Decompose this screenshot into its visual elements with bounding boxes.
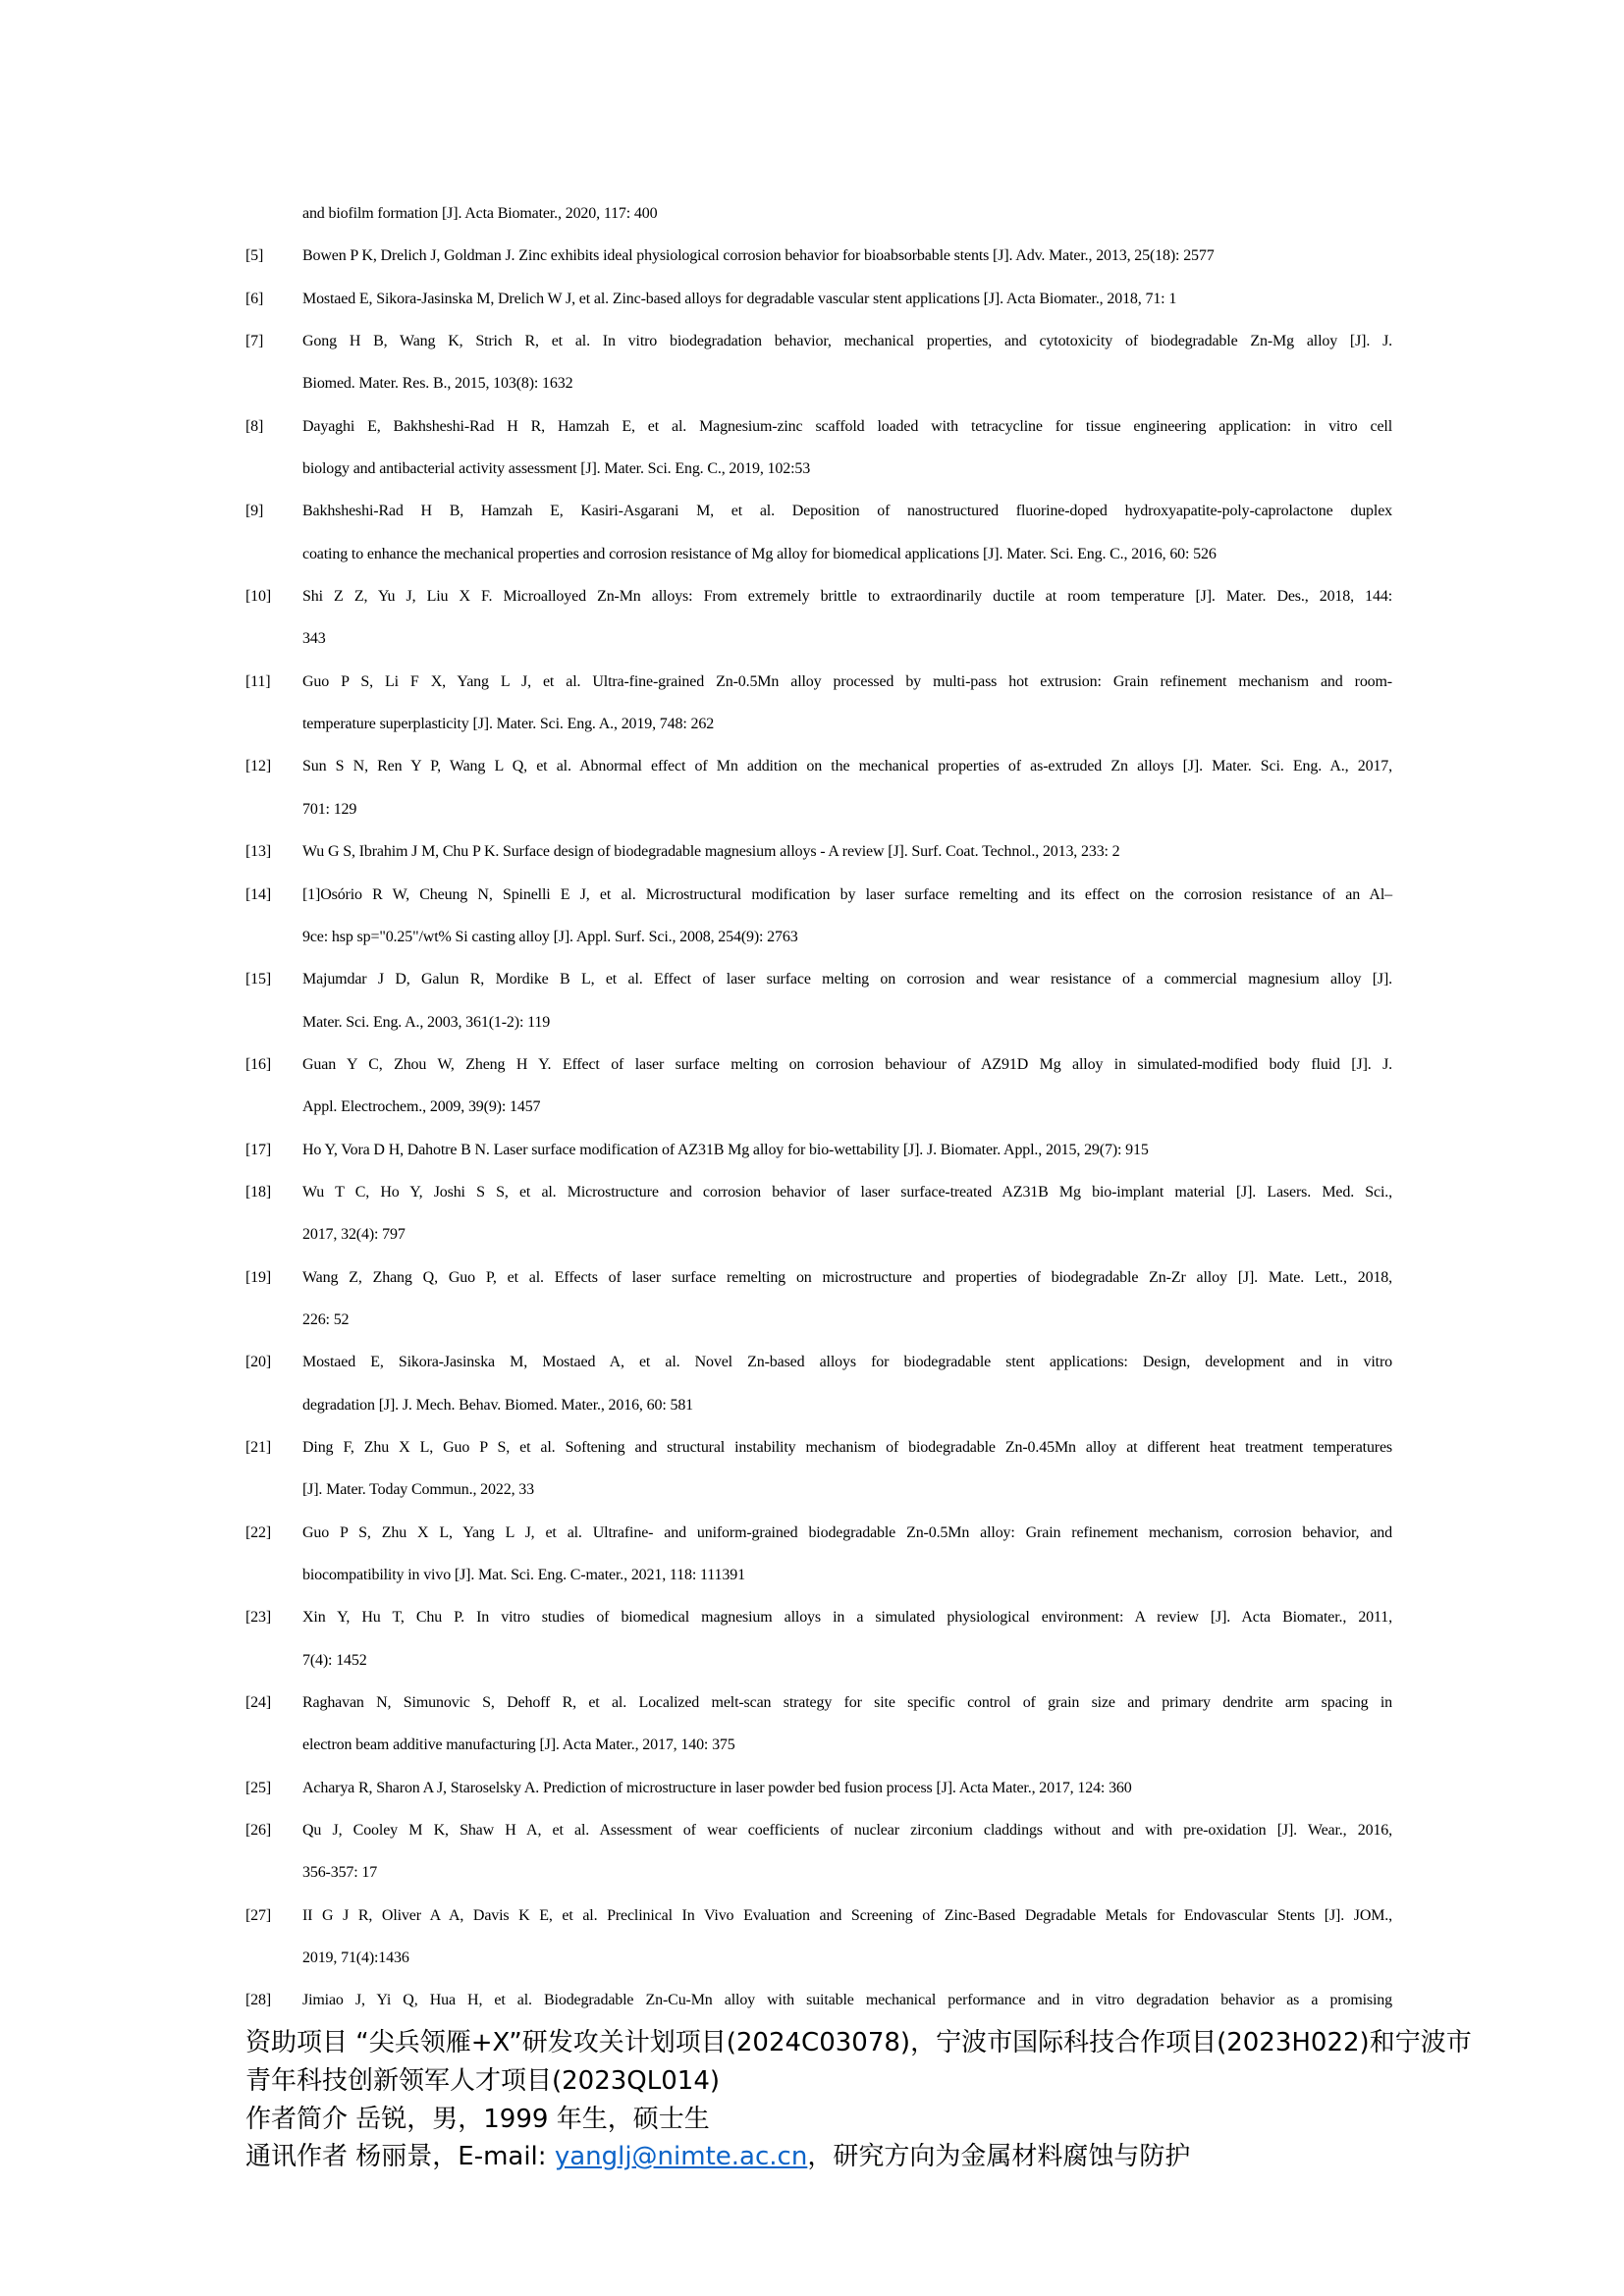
reference-line: II G J R, Oliver A A, Davis K E, et al. Preclinical In Vivo Evaluation and Screening of Zinc-Based Degradable Metals for Endovascular Stents [J]. JOM., [302, 1906, 1392, 1924]
reference-number: [21] [245, 1438, 272, 1456]
reference-number: [20] [245, 1354, 272, 1371]
reference-line: Guo P S, Li F X, Yang L J, et al. Ultra-fine-grained Zn-0.5Mn alloy processed by multi-pass hot extrusion: Grain refinement mechanism and room- [302, 672, 1392, 690]
reference-line: 9ce: hsp sp="0.25"/wt% Si casting alloy [J]. Appl. Surf. Sci., 2008, 254(9): 2763 [302, 928, 798, 945]
reference-text [302, 575, 1392, 661]
reference-number: [26] [245, 1822, 272, 1840]
reference-line: Mostaed E, Sikora-Jasinska M, Mostaed A, et al. Novel Zn-based alloys for biodegradable stent applications: Design, development and in vitro [302, 1354, 1392, 1371]
reference-item [245, 575, 1392, 661]
reference-line: Guan Y C, Zhou W, Zheng H Y. Effect of laser surface melting on corrosion behaviour of AZ91D Mg alloy in simulated-modified body fluid [J]. J. [302, 1055, 1392, 1073]
reference-item [245, 1767, 1392, 1809]
reference-line: [1]Osório R W, Cheung N, Spinelli E J, et al. Microstructural modification by laser surface remelting and its effect on the corrosion resistance of an Al– [302, 885, 1392, 903]
reference-number: [28] [245, 1992, 272, 2009]
reference-line: Guo P S, Zhu X L, Yang L J, et al. Ultrafine- and uniform-grained biodegradable Zn-0.5Mn alloy: Grain refinement mechanism, corrosion behavior, and [302, 1523, 1392, 1541]
reference-number: [16] [245, 1055, 272, 1073]
reference-number: [8] [245, 417, 264, 435]
reference-line: Gong H B, Wang K, Strich R, et al. In vitro biodegradation behavior, mechanical properties, and cytotoxicity of biodegradable Zn-Mg alloy [J]. J. [302, 333, 1392, 350]
reference-line: Xin Y, Hu T, Chu P. In vitro studies of biomedical magnesium alloys in a simulated physiological environment: A review [J]. Acta Biomater., 2011, [302, 1609, 1392, 1627]
reference-item [245, 1043, 1392, 1129]
reference-number: [19] [245, 1268, 272, 1286]
reference-line: 2019, 71(4):1436 [302, 1949, 409, 1967]
reference-number: [17] [245, 1141, 272, 1158]
reference-item [245, 1129, 1392, 1171]
reference-line: biocompatibility in vivo [J]. Mat. Sci. Eng. C-mater., 2021, 118: 111391 [302, 1567, 745, 1583]
reference-line: and biofilm formation [J]. Acta Biomater., 2020, 117: 400 [302, 205, 658, 222]
reference-item [245, 320, 1392, 405]
reference-text [302, 192, 1392, 235]
reference-item [245, 1979, 1392, 2021]
reference-item [245, 1809, 1392, 1895]
reference-line: Jimiao J, Yi Q, Hua H, et al. Biodegradable Zn-Cu-Mn alloy with suitable mechanical performance and in vitro degradation behavior as a promising [302, 1992, 1392, 2009]
reference-item [245, 745, 1392, 830]
reference-number: [9] [245, 503, 264, 520]
reference-item [245, 192, 1392, 235]
reference-text [302, 405, 1392, 491]
reference-text [302, 490, 1392, 575]
reference-number: [5] [245, 247, 264, 265]
reference-text [302, 1596, 1392, 1682]
reference-text [302, 320, 1392, 405]
reference-text [302, 874, 1392, 959]
reference-line: Majumdar J D, Galun R, Mordike B L, et al. Effect of laser surface melting on corrosion and wear resistance of a commercial magnesium alloy [J]. [302, 971, 1392, 988]
reference-line: 226: 52 [302, 1310, 350, 1328]
reference-text [302, 235, 1392, 277]
reference-text [302, 1979, 1392, 2021]
reference-line: 2017, 32(4): 797 [302, 1226, 406, 1244]
reference-line: coating to enhance the mechanical properties and corrosion resistance of Mg alloy for biomedical applications [J]. Mater. Sci. Eng. C., 2016, 60: 526 [302, 545, 1217, 562]
reference-text [302, 278, 1392, 320]
reference-line: Sun S N, Ren Y P, Wang L Q, et al. Abnormal effect of Mn addition on the mechanical properties of as-extruded Zn alloys [J]. Mater. Sci. Eng. A., 2017, [302, 758, 1392, 775]
reference-text [302, 1895, 1392, 1980]
reference-text [302, 1256, 1392, 1342]
reference-number: [13] [245, 843, 272, 861]
reference-number: [11] [245, 672, 271, 690]
reference-line: biology and antibacterial activity assessment [J]. Mater. Sci. Eng. C., 2019, 102:53 [302, 460, 811, 478]
corresponding-prefix: 通讯作者 杨丽景，E-mail: [245, 2142, 555, 2172]
reference-item [245, 405, 1392, 491]
reference-text [302, 1512, 1392, 1597]
reference-number: [22] [245, 1523, 272, 1541]
reference-line: Qu J, Cooley M K, Shaw H A, et al. Assessment of wear coefficients of nuclear zirconium claddings without and with pre-oxidation [J]. Wear., 2016, [302, 1822, 1392, 1840]
reference-line: Ho Y, Vora D H, Dahotre B N. Laser surface modification of AZ31B Mg alloy for bio-wettability [J]. J. Biomater. Appl., 2015, 29(7): 915 [302, 1141, 1149, 1158]
reference-line: Wang Z, Zhang Q, Guo P, et al. Effects of laser surface remelting on microstructure and properties of biodegradable Zn-Zr alloy [J]. Mate. Lett., 2018, [302, 1268, 1392, 1286]
reference-number: [23] [245, 1609, 272, 1627]
reference-item [245, 490, 1392, 575]
references-section [245, 192, 1392, 2022]
reference-line: Bakhsheshi-Rad H B, Hamzah E, Kasiri-Asgarani M, et al. Deposition of nanostructured fluorine-doped hydroxyapatite-poly-caprolactone duplex [302, 503, 1392, 520]
reference-line: 701: 129 [302, 800, 357, 818]
reference-text [302, 830, 1392, 873]
reference-item [245, 661, 1392, 746]
reference-text [302, 1767, 1392, 1809]
reference-item [245, 1171, 1392, 1256]
reference-line: Biomed. Mater. Res. B., 2015, 103(8): 1632 [302, 375, 573, 393]
reference-line: Bowen P K, Drelich J, Goldman J. Zinc exhibits ideal physiological corrosion behavior for bioabsorbable stents [J]. Adv. Mater., 2013, 25(18): 2577 [302, 247, 1215, 265]
reference-item [245, 1256, 1392, 1342]
reference-item [245, 1341, 1392, 1426]
funding-note-line-2: 青年科技创新领军人才项目(2023QL014) [245, 2065, 721, 2096]
author-bio: 作者简介 岳锐，男，1999 年生，硕士生 [245, 2104, 710, 2134]
reference-item [245, 1512, 1392, 1597]
reference-text [302, 1809, 1392, 1895]
reference-item [245, 1682, 1392, 1767]
reference-number: [12] [245, 758, 272, 775]
reference-line: [J]. Mater. Today Commun., 2022, 33 [302, 1481, 534, 1499]
reference-line: electron beam additive manufacturing [J]. Acta Mater., 2017, 140: 375 [302, 1736, 735, 1754]
reference-item [245, 874, 1392, 959]
reference-text [302, 1341, 1392, 1426]
reference-text [302, 958, 1392, 1043]
reference-number: [10] [245, 588, 272, 606]
reference-number: [18] [245, 1183, 272, 1201]
reference-line: degradation [J]. J. Mech. Behav. Biomed. Mater., 2016, 60: 581 [302, 1396, 694, 1414]
reference-item [245, 235, 1392, 277]
reference-number: [24] [245, 1694, 272, 1712]
reference-number: [15] [245, 971, 272, 988]
reference-text [302, 1129, 1392, 1171]
reference-line: 343 [302, 630, 326, 648]
corresponding-suffix: ，研究方向为金属材料腐蚀与防护 [807, 2142, 1191, 2172]
footer-section [245, 2024, 1472, 2176]
reference-number: [7] [245, 333, 264, 350]
reference-number: [27] [245, 1906, 272, 1924]
reference-item [245, 1895, 1392, 1980]
reference-line: Dayaghi E, Bakhsheshi-Rad H R, Hamzah E, et al. Magnesium-zinc scaffold loaded with tetracycline for tissue engineering application: in vitro cell [302, 417, 1392, 435]
reference-line: Wu G S, Ibrahim J M, Chu P K. Surface design of biodegradable magnesium alloys - A review [J]. Surf. Coat. Technol., 2013, 233: 2 [302, 843, 1120, 861]
reference-text [302, 1426, 1392, 1512]
corresponding-author [245, 2138, 1414, 2176]
reference-line: 356-357: 17 [302, 1864, 378, 1882]
reference-line: Acharya R, Sharon A J, Staroselsky A. Prediction of microstructure in laser powder bed fusion process [J]. Acta Mater., 2017, 124: 360 [302, 1779, 1132, 1796]
reference-line: temperature superplasticity [J]. Mater. Sci. Eng. A., 2019, 748: 262 [302, 716, 715, 733]
email-link[interactable]: yanglj@nimte.ac.cn [554, 2142, 808, 2172]
funding-note-line-1: 资助项目 “尖兵领雁+X”研发攻关计划项目(2024C03078)，宁波市国际科技合作项目(2023H022)和宁波市 [245, 2028, 1472, 2057]
reference-item [245, 958, 1392, 1043]
reference-text [302, 745, 1392, 830]
reference-line: Raghavan N, Simunovic S, Dehoff R, et al. Localized melt-scan strategy for site specific control of grain size and primary dendrite arm spacing in [302, 1694, 1392, 1712]
reference-text [302, 1171, 1392, 1256]
reference-item [245, 830, 1392, 873]
reference-line: 7(4): 1452 [302, 1651, 367, 1669]
reference-number: [25] [245, 1779, 272, 1796]
reference-line: Ding F, Zhu X L, Guo P S, et al. Softening and structural instability mechanism of biodegradable Zn-0.45Mn alloy at different heat treatment temperatures [302, 1438, 1392, 1456]
reference-text [302, 1682, 1392, 1767]
reference-number: [6] [245, 290, 264, 307]
reference-line: Appl. Electrochem., 2009, 39(9): 1457 [302, 1098, 541, 1116]
references-list [245, 235, 1392, 2021]
reference-item [245, 1426, 1392, 1512]
reference-line: Mater. Sci. Eng. A., 2003, 361(1-2): 119 [302, 1013, 551, 1031]
reference-text [302, 1043, 1392, 1129]
reference-line: Wu T C, Ho Y, Joshi S S, et al. Microstructure and corrosion behavior of laser surface-treated AZ31B Mg bio-implant material [J]. Lasers. Med. Sci., [302, 1183, 1392, 1201]
reference-line: Mostaed E, Sikora-Jasinska M, Drelich W J, et al. Zinc-based alloys for degradable vascular stent applications [J]. Acta Biomater., 2018, 71: 1 [302, 290, 1177, 307]
reference-text [302, 661, 1392, 746]
reference-number: [14] [245, 885, 272, 903]
reference-item [245, 278, 1392, 320]
reference-line: Shi Z Z, Yu J, Liu X F. Microalloyed Zn-Mn alloys: From extremely brittle to extraordinarily ductile at room temperature [J]. Mater. Des., 2018, 144: [302, 588, 1392, 606]
reference-item [245, 1596, 1392, 1682]
